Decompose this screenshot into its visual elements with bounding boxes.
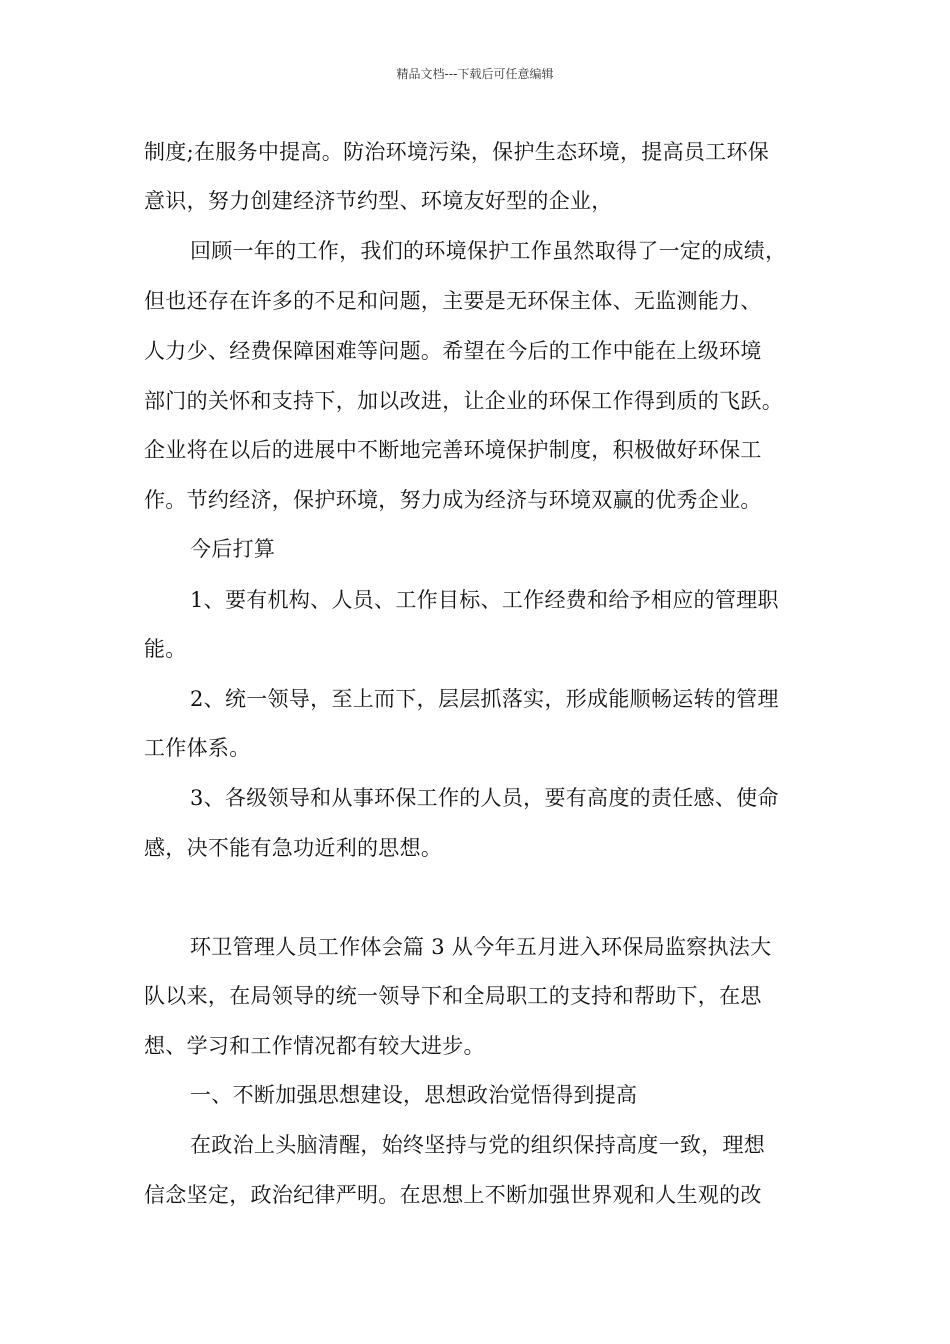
section-heading: 今后打算 (190, 537, 276, 561)
list-item: 2、统一领导，至上而下，层层抓落实，形成能顺畅运转的管理 (190, 687, 779, 711)
body-line: 工作体系。 (144, 736, 251, 760)
body-line: 队以来，在局领导的统一领导下和全局职工的支持和帮助下，在思 (144, 984, 762, 1008)
body-line: 部门的关怀和支持下，加以改进，让企业的环保工作得到质的飞跃。 (144, 389, 783, 413)
body-line: 想、学习和工作情况都有较大进步。 (144, 1034, 485, 1058)
list-item: 3、各级领导和从事环保工作的人员，要有高度的责任感、使命 (190, 786, 779, 810)
body-line: 信念坚定，政治纪律严明。在思想上不断加强世界观和人生观的改 (144, 1183, 762, 1207)
paragraph-first-line: 在政治上头脑清醒，始终坚持与党的组织保持高度一致，理想 (190, 1133, 766, 1157)
list-item: 1、要有机构、人员、工作目标、工作经费和给予相应的管理职 (190, 588, 779, 612)
body-line: 制度;在服务中提高。防治环境污染，保护生态环境，提高员工环保 (144, 140, 770, 164)
paragraph-first-line: 环卫管理人员工作体会篇 3 从今年五月进入环保局监察执法大 (190, 935, 772, 959)
body-line: 人力少、经费保障困难等问题。希望在今后的工作中能在上级环境 (144, 339, 762, 363)
body-line: 但也还存在许多的不足和问题，主要是无环保主体、无监测能力、 (144, 289, 762, 313)
body-line: 能。 (144, 637, 187, 661)
page-header: 精品文档---下载后可任意编辑 (396, 67, 554, 81)
body-line: 感，决不能有急功近利的思想。 (144, 836, 443, 860)
body-line: 企业将在以后的进展中不断地完善环境保护制度，积极做好环保工 (144, 438, 762, 462)
paragraph-first-line: 回顾一年的工作，我们的环境保护工作虽然取得了一定的成绩， (190, 239, 787, 263)
section-heading: 一、不断加强思想建设，思想政治觉悟得到提高 (190, 1083, 638, 1107)
body-line: 意识，努力创建经济节约型、环境友好型的企业， (144, 189, 613, 213)
body-line: 作。节约经济，保护环境，努力成为经济与环境双赢的优秀企业。 (144, 488, 762, 512)
